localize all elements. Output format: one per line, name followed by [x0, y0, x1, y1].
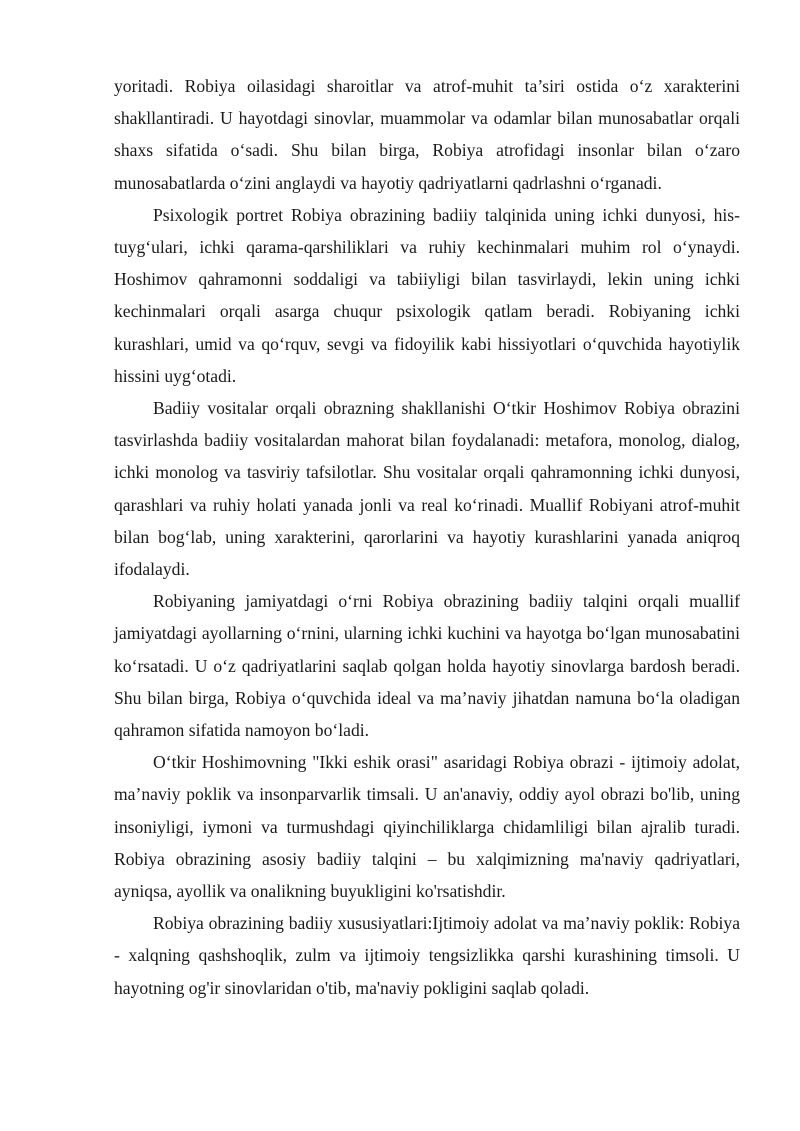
paragraph: Badiiy vositalar orqali obrazning shakllanishi O‘tkir Hoshimov Robiya obrazini tasvirlashda badiiy vositalardan mahorat bilan foydalanadi: metafora, monolog, dialog, ichki monolog va tasviriy tafsilotlar. Shu vositalar orqali qahramonning ichki dunyosi, qarashlari va ruhiy holati yanada jonli va real ko‘rinadi. Muallif Robiyani atrof-muhit bilan bog‘lab, uning xarakterini, qarorlarini va hayotiy kurashlarini yanada aniqroq ifodalaydi.: [114, 398, 740, 580]
paragraph: Robiyaning jamiyatdagi o‘rni Robiya obrazining badiiy talqini orqali muallif jamiyatdagi ayollarning o‘rnini, ularning ichki kuchini va hayotga bo‘lgan munosabatini ko‘rsatadi. U o‘z qadriyatlarini saqlab qolgan holda hayotiy sinovlarga bardosh beradi. Shu bilan birga, Robiya o‘quvchida ideal va ma’naviy jihatdan namuna bo‘la oladigan qahramon sifatida namoyon bo‘ladi.: [114, 591, 740, 741]
paragraph: yoritadi. Robiya oilasidagi sharoitlar va atrof-muhit ta’siri ostida o‘z xarakterini shakllantiradi. U hayotdagi sinovlar, muammolar va odamlar bilan munosabatlar orqali shaxs sifatida o‘sadi. Shu bilan birga, Robiya atrofidagi insonlar bilan o‘zaro munosabatlarda o‘zini anglaydi va hayotiy qadriyatlarni qadrlashni o‘rganadi.: [114, 76, 740, 193]
document-page: [114, 70, 740, 1004]
paragraph: O‘tkir Hoshimovning "Ikki eshik orasi" asaridagi Robiya obrazi - ijtimoiy adolat, ma’naviy poklik va insonparvarlik timsali. U an'anaviy, oddiy ayol obrazi bo'lib, uning insoniyligi, iymoni va turmushdagi qiyinchiliklarga chidamliligi bilan ajralib turadi. Robiya obrazining asosiy badiiy talqini – bu xalqimizning ma'naviy qadriyatlari, ayniqsa, ayollik va onalikning buyukligini ko'rsatishdir.: [114, 752, 740, 902]
paragraph: Robiya obrazining badiiy xususiyatlari:Ijtimoiy adolat va ma’naviy poklik: Robiya - xalqning qashshoqlik, zulm va ijtimoiy tengsizlikka qarshi kurashining timsoli. U hayotning og'ir sinovlaridan o'tib, ma'naviy pokligini saqlab qoladi.: [114, 913, 740, 998]
paragraph: Psixologik portret Robiya obrazining badiiy talqinida uning ichki dunyosi, his-tuyg‘ulari, ichki qarama-qarshiliklari va ruhiy kechinmalari muhim rol o‘ynaydi. Hoshimov qahramonni soddaligi va tabiiyligi bilan tasvirlaydi, lekin uning ichki kechinmalari orqali asarga chuqur psixologik qatlam beradi. Robiyaning ichki kurashlari, umid va qo‘rquv, sevgi va fidoyilik kabi hissiyotlari o‘quvchida hayotiylik hissini uyg‘otadi.: [114, 204, 740, 386]
